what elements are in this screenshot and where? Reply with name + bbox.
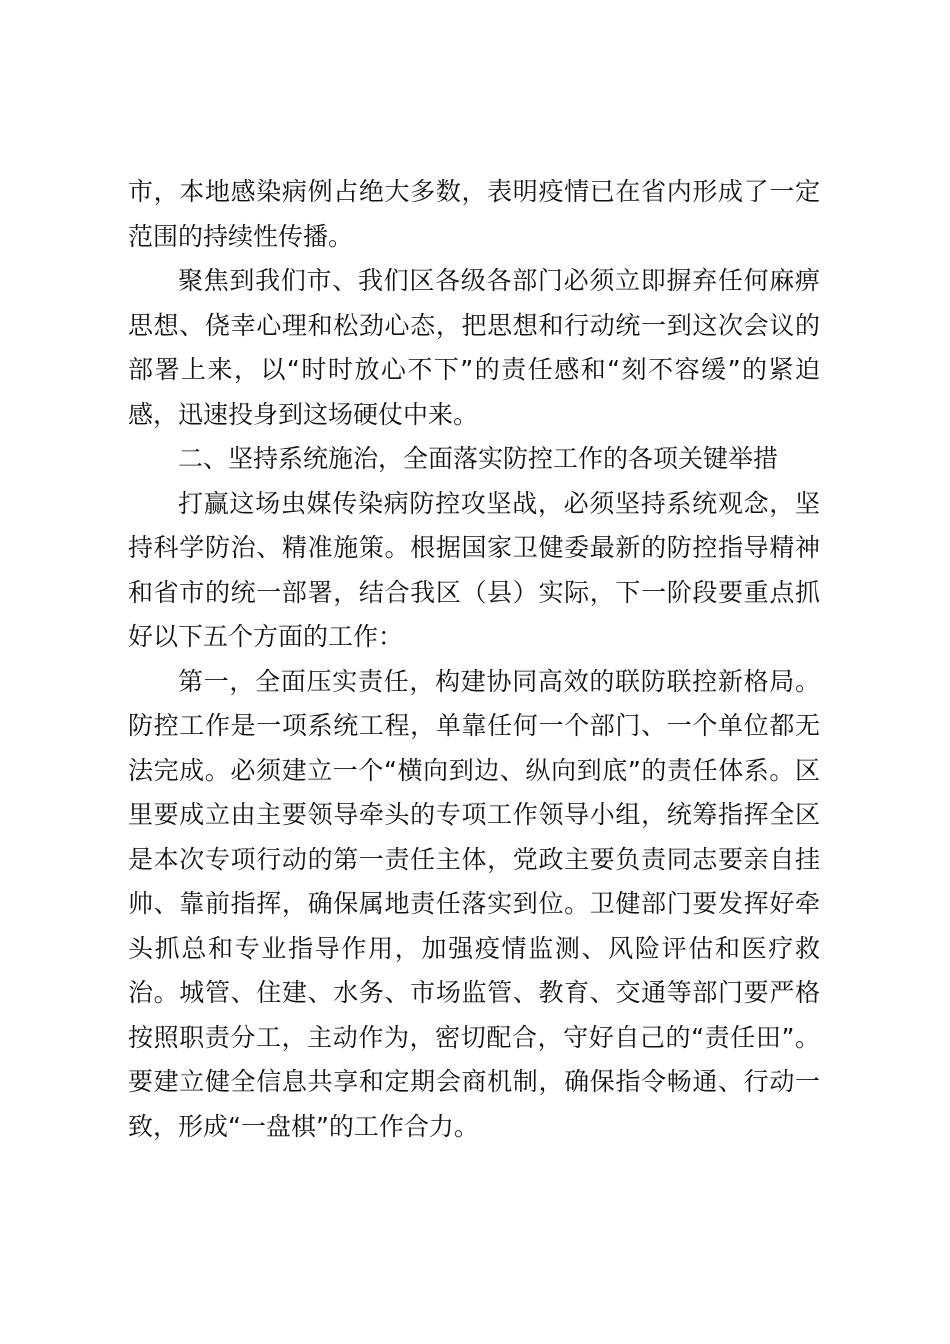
paragraph-responsibility (128, 660, 820, 1150)
text-line: 部署上来，以“时时放心不下”的责任感和“刻不容缓”的紧迫 (128, 355, 820, 384)
text-line: 打赢这场虫媒传染病防控攻坚战，必须坚持系统观念，坚 (178, 488, 820, 518)
text-line: 范围的持续性传播。 (128, 221, 354, 251)
document-body (128, 170, 820, 1149)
text-line: 帅、靠前指挥，确保属地责任落实到位。卫健部门要发挥好牵 (128, 889, 820, 918)
section-heading (128, 437, 820, 482)
text-line: 治。城管、住建、水务、市场监管、教育、交通等部门要严格 (128, 978, 820, 1007)
text-line: 致，形成“一盘棋”的工作合力。 (128, 1111, 479, 1141)
text-line: 思想、侥幸心理和松劲心态，把思想和行动统一到这次会议的 (128, 310, 820, 340)
text-line: 好以下五个方面的工作： (128, 622, 404, 651)
text-line: 头抓总和专业指导作用，加强疫情监测、风险评估和医疗救 (128, 933, 820, 963)
text-line: 防控工作是一项系统工程，单靠任何一个部门、一个单位都无 (128, 711, 820, 740)
text-line: 市，本地感染病例占绝大多数，表明疫情已在省内形成了一定 (128, 177, 820, 206)
text-line: 法完成。必须建立一个“横向到边、纵向到底”的责任体系。区 (128, 755, 820, 785)
paragraph-strategy (128, 482, 820, 660)
text-line: 第一，全面压实责任，构建协同高效的联防联控新格局。 (178, 666, 820, 696)
section-heading-text: 二、坚持系统施治，全面落实防控工作的各项关键举措 (178, 444, 779, 473)
text-line: 要建立健全信息共享和定期会商机制，确保指令畅通、行动一 (128, 1067, 820, 1096)
text-line: 按照职责分工，主动作为，密切配合，守好自己的“责任田”。 (128, 1022, 820, 1052)
text-line: 感，迅速投身到这场硬仗中来。 (128, 399, 479, 429)
paragraph-continuation (128, 170, 820, 259)
text-line: 和省市的统一部署，结合我区（县）实际，下一阶段要重点抓 (128, 577, 820, 607)
text-line: 持科学防治、精准施策。根据国家卫健委最新的防控指导精神 (128, 533, 820, 562)
text-line: 是本次专项行动的第一责任主体，党政主要负责同志要亲自挂 (128, 844, 820, 874)
paragraph-focus (128, 259, 820, 437)
text-line: 里要成立由主要领导牵头的专项工作领导小组，统筹指挥全区 (128, 800, 820, 829)
text-line: 聚焦到我们市、我们区各级各部门必须立即摒弃任何麻痹 (178, 266, 820, 295)
